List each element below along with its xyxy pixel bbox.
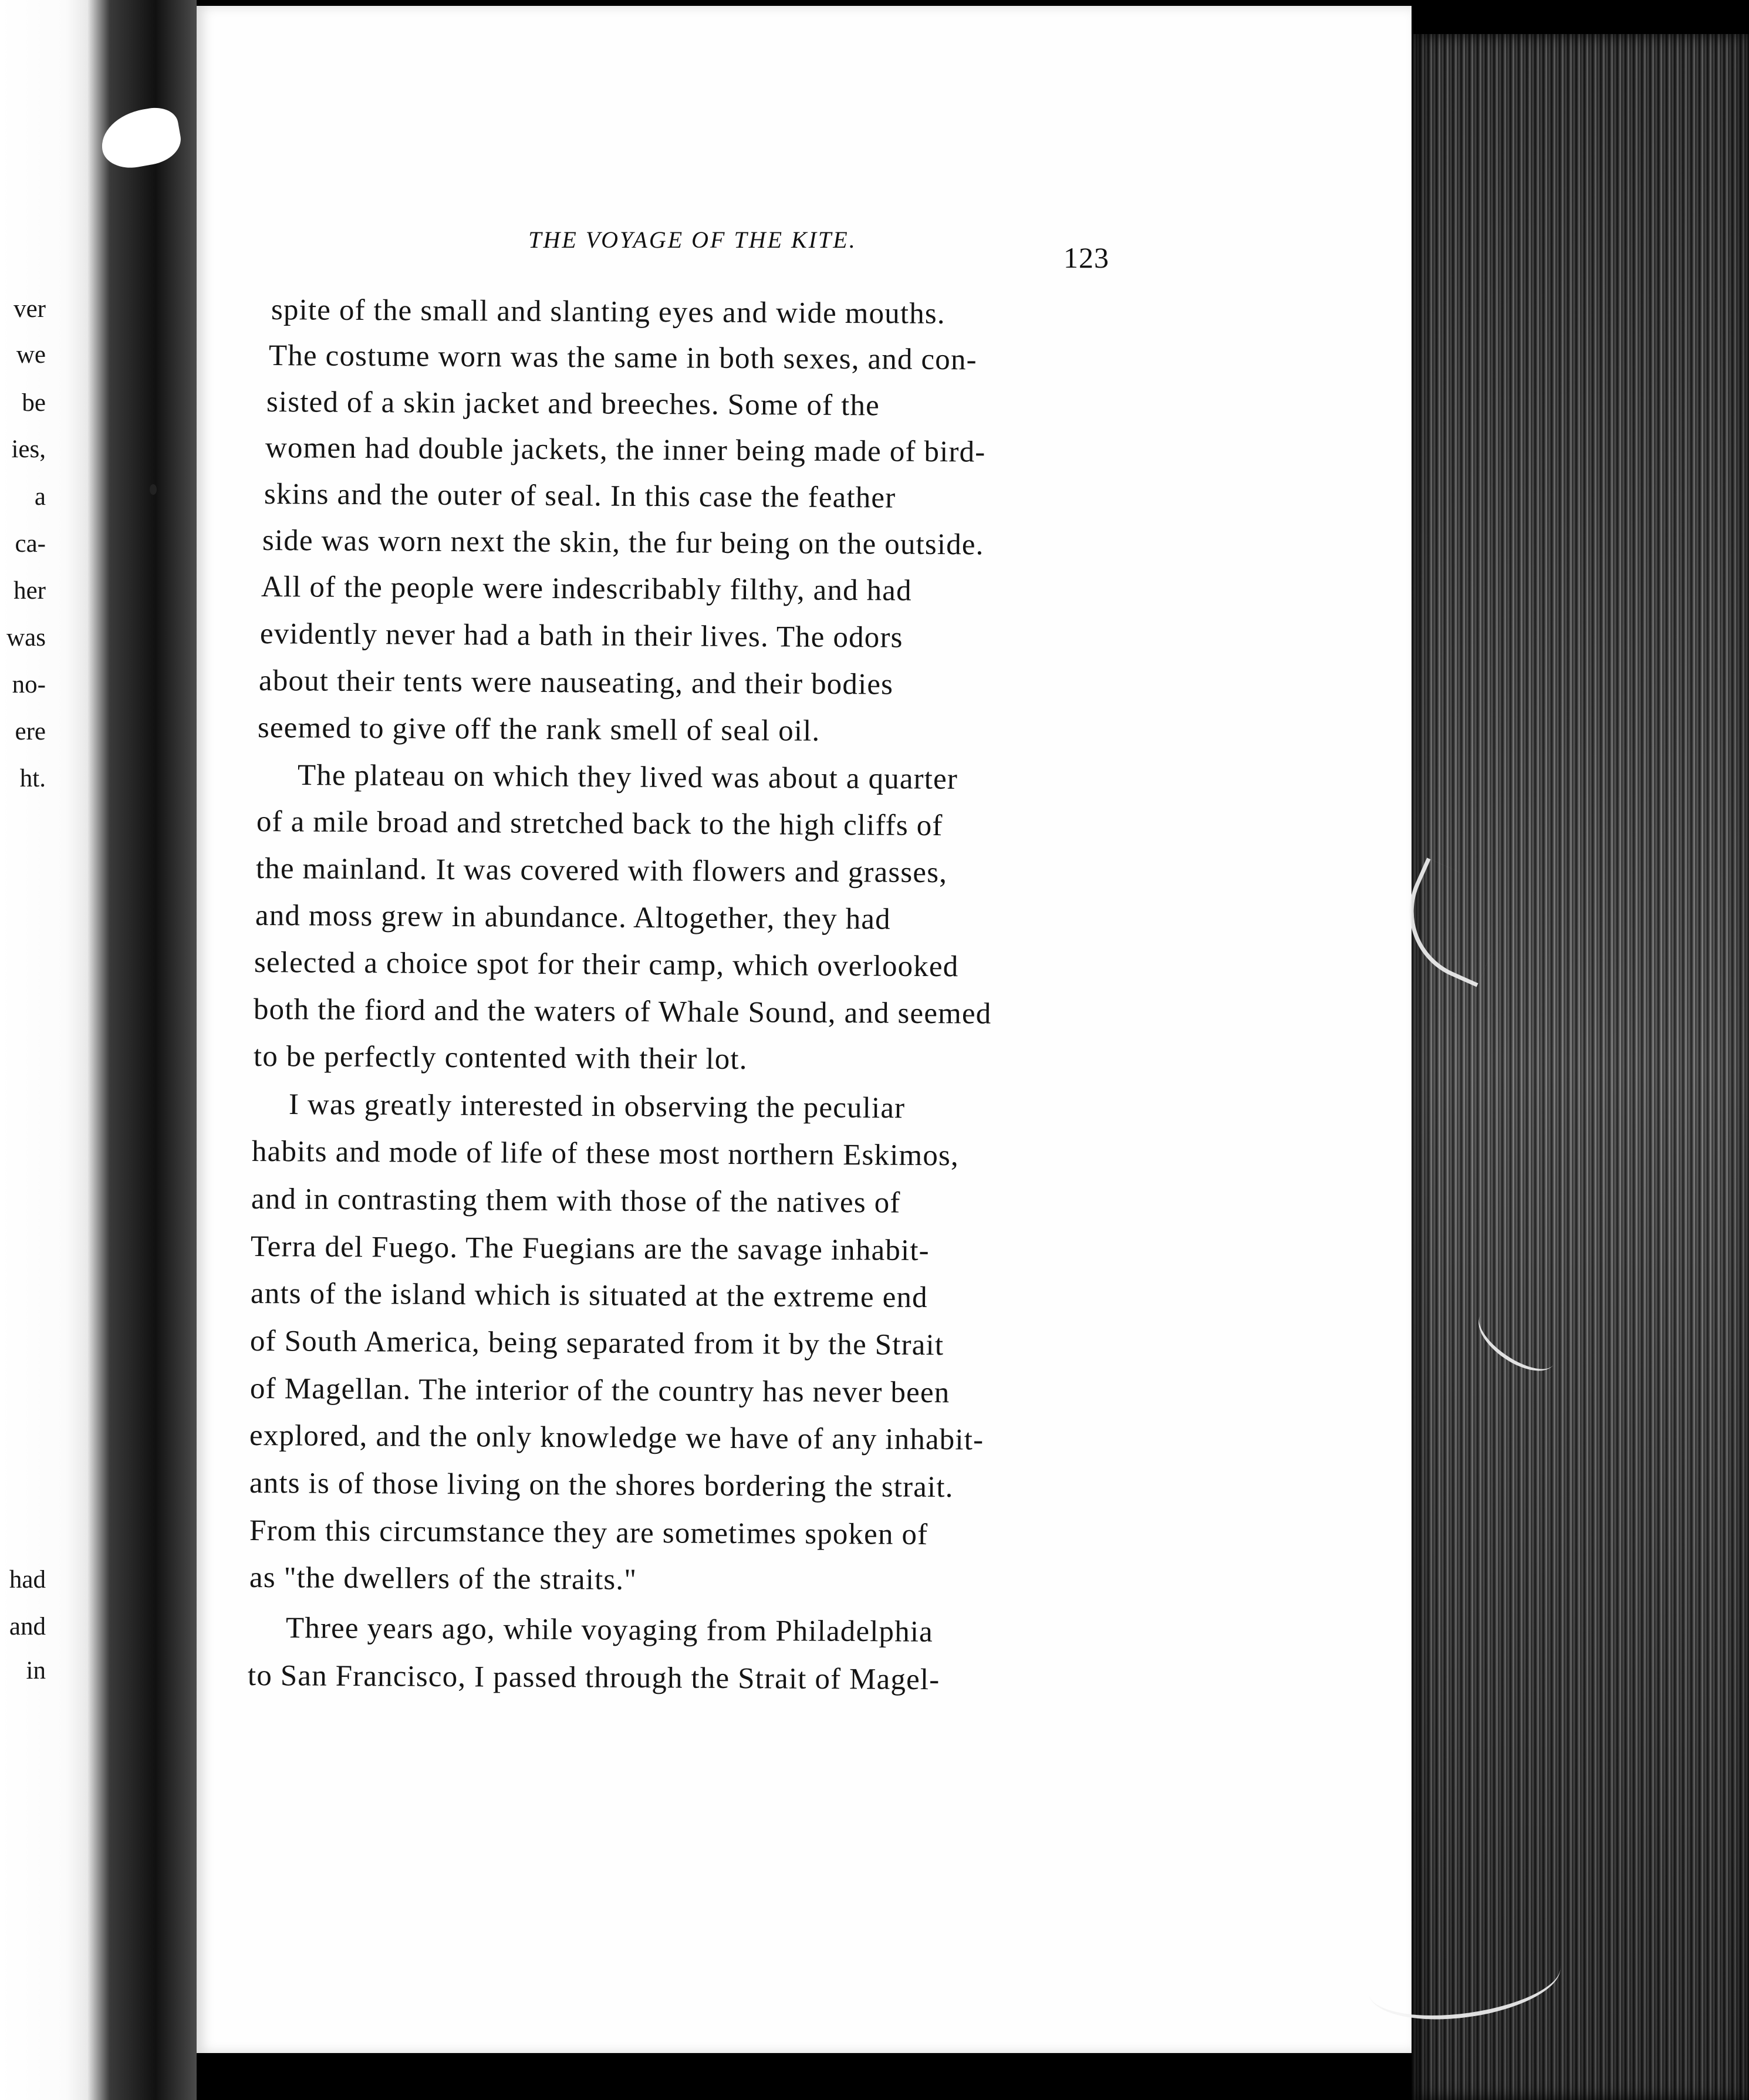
body-text-line: and moss grew in abundance. Altogether, they had	[255, 899, 891, 936]
left-fragment-word: ca-	[15, 530, 46, 558]
page-number: 123	[1063, 241, 1109, 274]
left-fragment-word: we	[16, 341, 46, 369]
body-text-line: ants is of those living on the shores bordering the strait.	[249, 1467, 954, 1504]
book-gutter-shadow	[88, 0, 197, 2100]
body-text-line: as "the dwellers of the straits."	[249, 1561, 637, 1597]
left-fragment-word: ht.	[19, 765, 46, 792]
left-page-text-fragments	[0, 293, 88, 1761]
body-text-line: evidently never had a bath in their lives. The odors	[259, 617, 903, 654]
body-text-line: of Magellan. The interior of the country has never been	[249, 1372, 950, 1410]
body-text-line: of South America, being separated from it by the Strait	[249, 1325, 944, 1362]
scan-speck	[150, 484, 157, 495]
page-body-text	[247, 293, 1109, 1749]
left-fragment-word: was	[6, 624, 46, 651]
body-text-line: ants of the island which is situated at the extreme end	[250, 1277, 928, 1315]
body-text-line: I was greatly interested in observing the peculiar	[288, 1088, 906, 1125]
body-text-line: selected a choice spot for their camp, which overlooked	[254, 946, 959, 984]
body-text-line: habits and mode of life of these most northern Eskimos,	[251, 1135, 960, 1173]
left-fragment-word: ies,	[11, 435, 46, 463]
body-text-line: and in contrasting them with those of the natives of	[251, 1183, 901, 1220]
body-text-line: seemed to give off the rank smell of seal oil.	[257, 711, 821, 748]
body-text-line: both the fiord and the waters of Whale Sound, and seemed	[253, 993, 992, 1031]
body-text-line: Terra del Fuego. The Fuegians are the savage inhabit-	[250, 1230, 930, 1268]
left-fragment-word: her	[13, 577, 46, 605]
body-text-line: The plateau on which they lived was about a quarter	[297, 759, 958, 796]
body-text-line: The costume worn was the same in both sexes, and con-	[268, 339, 977, 377]
left-fragment-word: and	[9, 1613, 46, 1640]
body-text-line: explored, and the only knowledge we have of any inhabit-	[249, 1419, 984, 1457]
body-text-line: skins and the outer of seal. In this case the feather	[264, 478, 896, 515]
left-fragment-word: ere	[15, 718, 46, 745]
body-text-line: side was worn next the skin, the fur being on the outside.	[262, 524, 984, 562]
left-fragment-word: a	[34, 483, 46, 511]
body-text-line: spite of the small and slanting eyes and wide mouths.	[271, 293, 946, 331]
body-text-line: of a mile broad and stretched back to the high cliffs of	[256, 805, 943, 843]
book-page-edges	[1412, 34, 1749, 2100]
body-text-line: sisted of a skin jacket and breeches. Some of the	[266, 386, 880, 423]
body-text-line: Three years ago, while voyaging from Philadelphia	[285, 1612, 934, 1649]
left-page-fragment	[0, 0, 88, 2100]
left-fragment-word: no-	[12, 671, 46, 698]
running-head: THE VOYAGE OF THE KITE.	[528, 227, 857, 253]
page-edge-shading	[1412, 34, 1749, 2100]
body-text-line: about their tents were nauseating, and their bodies	[258, 664, 894, 701]
body-text-line: women had double jackets, the inner being made of bird-	[265, 431, 986, 469]
left-fragment-word: in	[26, 1657, 46, 1684]
left-fragment-word: had	[9, 1566, 46, 1593]
body-text-line: to be perfectly contented with their lot.	[253, 1040, 748, 1076]
body-text-line: All of the people were indescribably filthy, and had	[261, 570, 912, 607]
left-fragment-word: ver	[13, 295, 46, 323]
body-text-line: the mainland. It was covered with flowers and grasses,	[255, 852, 948, 890]
body-text-line: From this circumstance they are sometimes spoken of	[249, 1514, 928, 1552]
left-fragment-word: be	[22, 389, 46, 417]
body-text-line: to San Francisco, I passed through the Strait of Magel-	[247, 1659, 940, 1697]
